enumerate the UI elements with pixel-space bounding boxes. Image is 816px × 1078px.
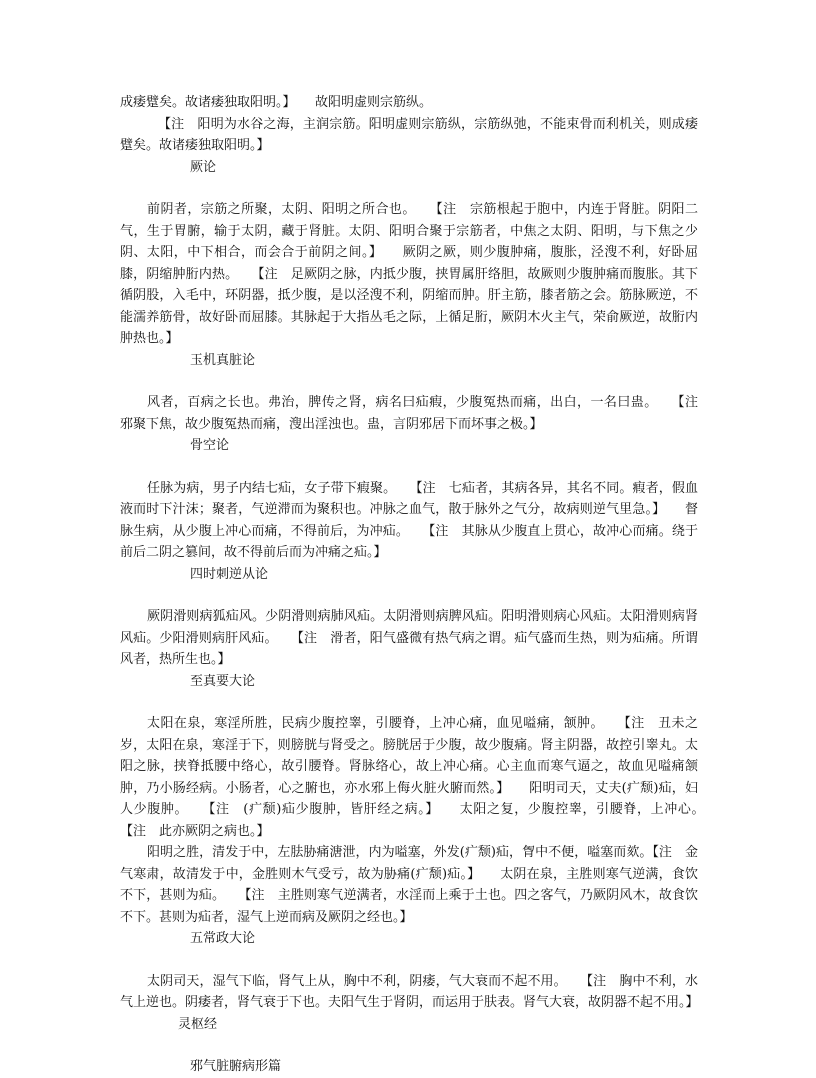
section-heading: 厥论 xyxy=(190,159,217,175)
body-paragraph: 前阴者，宗筋之所聚，太阴、阳明之所合也。 【注 宗筋根起于胞中，内连于肾脏。阴阳二气，生于胃腑，输于太阴，藏于肾脏。太阴、阳明合聚于宗筋者，中焦之太阴、阳明，与下焦之少阴、太阳，中下相合，而会合于前阴之间。】 厥阴之厥，则少腹肿痛，腹胀，泾溲不利，好卧屈膝，阴缩肿胻内热。 【注 足厥阴之脉，内抵少腹，挟胃属肝络胆，故厥则少腹肿痛而腹胀。其下循阴股，入毛中，环阴器，抵少腹，是以泾溲不利，阴缩而肿。肝主筋，膝者筋之会。筋脉厥逆，不能濡养筋骨，故好卧而屈膝。其脉起于大指丛毛之际，上循足胻，厥阴木火主气，荣俞厥逆，故胻内肿热也。】 xyxy=(120,202,698,346)
body-paragraph: 成痿躄矣。故诸痿独取阳明。】 故阳明虚则宗筋纵。 xyxy=(120,95,433,110)
section-heading: 玉机真脏论 xyxy=(190,352,256,368)
document-page xyxy=(120,92,725,1078)
section-heading: 至真要大论 xyxy=(190,673,256,689)
body-paragraph: 风者，百病之长也。弗治，脾传之肾，病名曰疝瘕，少腹冤热而痛，出白，一名曰蛊。 【注 邪聚下焦，故少腹冤热而痛，溲出淫浊也。蛊，言阴邪居下而坏事之极。】 xyxy=(120,395,712,432)
body-paragraph: 厥阴滑则病狐疝风。少阴滑则病肺风疝。太阴滑则病脾风疝。阳明滑则病心风疝。太阳滑则病肾风疝。少阳滑则病肝风疝。 【注 滑者，阳气盛微有热气病之谓。疝气盛而生热，则为疝痛。所谓风者，热所生也。】 xyxy=(120,609,698,667)
section-heading: 邪气脏腑病形篇 xyxy=(190,1059,282,1074)
body-paragraph: 太阳在泉，寒淫所胜，民病少腹控睾，引腰脊，上冲心痛，血见嗌痛，颔肿。 【注 丑未之岁，太阳在泉，寒淫于下，则膀胱与肾受之。膀胱居于少腹，故少腹痛。肾主阴器，故控引睾丸。太阳之脉，挟脊抵腰中络心，故引腰脊。肾脉络心，故上冲心痛。心主血而寒气逼之，故血见嗌痛颔肿，乃小肠经病。小肠者，心之腑也，亦水邪上侮火脏火腑而然。】 阳明司天，丈夫(疒颓)疝，妇人少腹肿。 【注 (疒颓)疝少腹肿，皆肝经之病。】 太阳之复，少腹控睾，引腰脊，上冲心。 【注 此亦厥阴之病也。】 xyxy=(120,716,725,839)
section-heading: 灵枢经 xyxy=(178,1016,218,1032)
paragraph-gap xyxy=(120,585,698,606)
section-heading: 骨空论 xyxy=(190,438,230,453)
body-paragraph: 阳明之胜，清发于中，左胠胁痛溏泄，内为嗌塞，外发(疒颓)疝，胷中不便，嗌塞而欬。【注 金气寒肃，故清发于中，金胜则木气受亏，故为胁痛(疒颓)疝。】 太阴在泉，主胜则寒气逆满，食饮不下，甚则为疝。 【注 主胜则寒气逆满者，水淫而上乘于土也。四之客气，乃厥阴风木，故食饮不下。甚则为疝者，湿气上逆而病及厥阴之经也。】 xyxy=(120,845,698,925)
body-paragraph: 太阴司天，湿气下临，肾气上从，胸中不利，阴痿，气大衰而不起不用。 【注 胸中不利，水气上逆也。阴痿者，肾气衰于下也。夫阳气生于肾阴，而运用于肤表。肾气大衰，故阴器不起不用。】 xyxy=(120,973,699,1010)
section-heading: 四时刺逆从论 xyxy=(190,566,269,582)
body-paragraph: 任脉为病，男子内结七疝，女子带下瘕聚。 【注 七疝者，其病各异，其名不同。瘕者，假血液而时下汁沫；聚者，气逆滞而为聚积也。冲脉之血气，散于脉外之气分，故病则逆气里急。】 督脉生病，从少腹上冲心而痛，不得前后，为冲疝。 【注 其脉从少腹直上贯心，故冲心而痛。绕于前后二阴之篡间，故不得前后而为冲痛之疝。】 xyxy=(120,480,698,560)
body-paragraph: 【注 阳明为水谷之海，主润宗筋。阳明虚则宗筋纵，宗筋纵弛，不能束骨而利机关，则成痿躄矣。故诸痿独取阳明。】 xyxy=(120,116,698,153)
paragraph-gap xyxy=(120,692,698,713)
section-heading: 五常政大论 xyxy=(190,931,256,946)
paragraph-gap xyxy=(120,178,698,199)
paragraph-gap xyxy=(120,1035,698,1056)
paragraph-gap xyxy=(120,457,698,478)
paragraph-gap xyxy=(120,371,698,392)
paragraph-gap xyxy=(120,950,698,971)
